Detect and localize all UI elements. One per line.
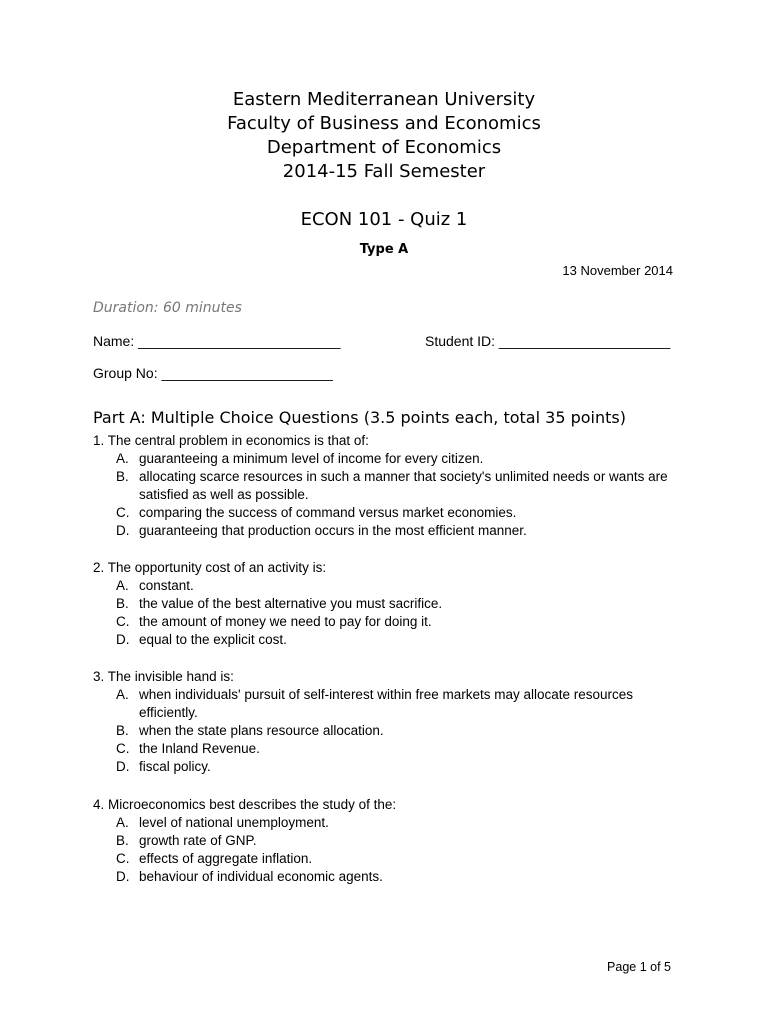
option-letter: A. bbox=[116, 687, 129, 702]
question-stem: 1. The central problem in economics is that of: bbox=[93, 433, 369, 448]
header-department: Department of Economics bbox=[266, 137, 502, 158]
option-text: the amount of money we need to pay for doing it. bbox=[139, 614, 432, 629]
option-text: guaranteeing a minimum level of income for every citizen. bbox=[139, 451, 484, 466]
option-text: behaviour of individual economic agents. bbox=[139, 869, 383, 884]
option-letter: C. bbox=[116, 505, 130, 520]
header-faculty: Faculty of Business and Economics bbox=[227, 113, 541, 134]
option-letter: B. bbox=[116, 723, 129, 738]
answer-option bbox=[93, 613, 683, 631]
answer-option bbox=[93, 722, 683, 740]
quiz-type: Type A bbox=[359, 242, 409, 257]
option-text: constant. bbox=[139, 578, 194, 593]
student-id-field: Student ID: ______________________ bbox=[425, 333, 671, 349]
option-letter: B. bbox=[116, 469, 129, 484]
header-semester: 2014-15 Fall Semester bbox=[282, 161, 486, 182]
option-letter: A. bbox=[116, 451, 129, 466]
option-text: the value of the best alternative you must sacrifice. bbox=[139, 596, 443, 611]
answer-option bbox=[93, 631, 683, 649]
option-text: level of national unemployment. bbox=[139, 815, 329, 830]
option-text: guaranteeing that production occurs in the most efficient manner. bbox=[139, 523, 527, 538]
answer-option bbox=[93, 868, 683, 886]
answer-option bbox=[93, 577, 683, 595]
question-stem: 2. The opportunity cost of an activity is: bbox=[93, 560, 327, 575]
option-text: when individuals' pursuit of self-interest within free markets may allocate resources efficiently. bbox=[139, 687, 634, 720]
option-letter: A. bbox=[116, 578, 129, 593]
quiz-title: ECON 101 - Quiz 1 bbox=[300, 209, 468, 230]
option-letter: D. bbox=[116, 523, 130, 538]
answer-option bbox=[93, 850, 683, 868]
answer-option bbox=[93, 832, 683, 850]
option-letter: C. bbox=[116, 851, 130, 866]
option-text: fiscal policy. bbox=[139, 759, 211, 774]
answer-option bbox=[93, 758, 683, 776]
answer-option bbox=[93, 504, 683, 522]
option-text: effects of aggregate inflation. bbox=[139, 851, 313, 866]
option-letter: B. bbox=[116, 596, 129, 611]
option-letter: C. bbox=[116, 741, 130, 756]
name-field: Name: __________________________ bbox=[93, 333, 341, 349]
quiz-date: 13 November 2014 bbox=[562, 263, 673, 278]
option-letter: A. bbox=[116, 815, 129, 830]
answer-option bbox=[93, 595, 683, 613]
option-text: comparing the success of command versus market economies. bbox=[139, 505, 517, 520]
duration-text: Duration: 60 minutes bbox=[93, 300, 242, 316]
answer-option bbox=[93, 686, 683, 722]
option-text: growth rate of GNP. bbox=[139, 833, 257, 848]
question-stem: 4. Microeconomics best describes the study of the: bbox=[93, 797, 397, 812]
part-a-title: Part A: Multiple Choice Questions (3.5 points each, total 35 points) bbox=[93, 408, 626, 427]
option-letter: C. bbox=[116, 614, 130, 629]
option-text: when the state plans resource allocation. bbox=[139, 723, 384, 738]
question-1 bbox=[93, 432, 683, 540]
question-2 bbox=[93, 559, 683, 649]
question-3 bbox=[93, 668, 683, 776]
option-letter: D. bbox=[116, 869, 130, 884]
option-text: equal to the explicit cost. bbox=[139, 632, 287, 647]
header-university: Eastern Mediterranean University bbox=[232, 89, 536, 110]
answer-option bbox=[93, 522, 683, 540]
option-letter: B. bbox=[116, 833, 129, 848]
group-no-field: Group No: ______________________ bbox=[93, 365, 333, 381]
option-text: the Inland Revenue. bbox=[139, 741, 260, 756]
answer-option bbox=[93, 450, 683, 468]
option-letter: D. bbox=[116, 759, 130, 774]
answer-option bbox=[93, 468, 683, 504]
answer-option bbox=[93, 740, 683, 758]
page-number: Page 1 of 5 bbox=[607, 960, 671, 974]
question-4 bbox=[93, 796, 683, 886]
option-text: allocating scarce resources in such a manner that society's unlimited needs or wants are satisfied as well as possible. bbox=[139, 469, 668, 502]
option-letter: D. bbox=[116, 632, 130, 647]
answer-option bbox=[93, 814, 683, 832]
question-stem: 3. The invisible hand is: bbox=[93, 669, 234, 684]
